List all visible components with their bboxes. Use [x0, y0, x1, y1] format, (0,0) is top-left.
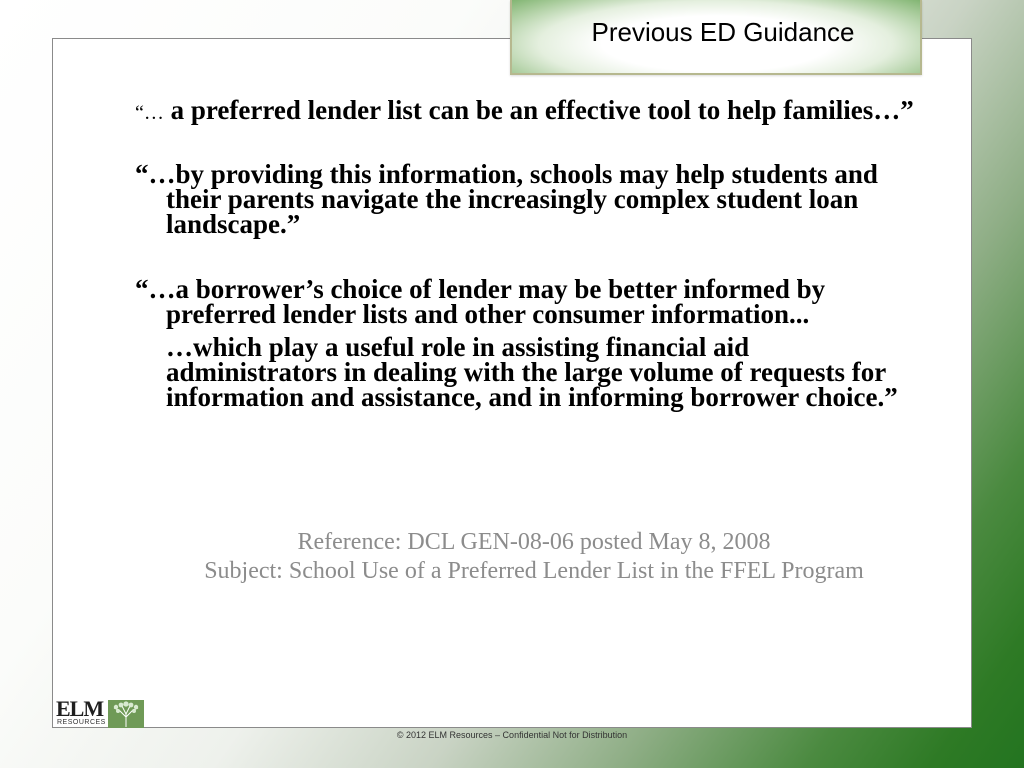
quote-2-text: “…by providing this information, schools may help students and their parents navigate the increasingly complex student loan landscape.”	[135, 159, 878, 239]
subject-line: Subject: School Use of a Preferred Lender List in the FFEL Program	[204, 558, 864, 584]
slide-title-box	[510, 0, 922, 75]
logo-wordmark: ELM	[56, 696, 104, 721]
quote-3	[135, 274, 915, 329]
reference-block	[140, 526, 928, 584]
quote-1-text: a preferred lender list can be an effective tool to help families…”	[163, 95, 914, 125]
slide-title: Previous ED Guidance	[591, 17, 855, 47]
elm-logo	[56, 698, 148, 728]
quote-3-text: “…a borrower’s choice of lender may be better informed by preferred lender lists and other consumer information...	[135, 274, 826, 329]
quote-1-lead: “…	[135, 102, 164, 124]
quote-3-continuation: …which play a useful role in assisting financial aid administrators in dealing with the large volume of requests for information and assistance, and in informing borrower choice.”	[166, 332, 898, 412]
quote-list	[135, 95, 915, 412]
tree-icon	[108, 700, 144, 728]
reference-line: Reference: DCL GEN-08-06 posted May 8, 2008	[297, 529, 771, 555]
quote-1	[135, 95, 915, 126]
footer-copyright: © 2012 ELM Resources – Confidential Not for Distribution	[396, 730, 628, 740]
logo-subtitle: RESOURCES	[57, 719, 106, 726]
quote-2	[135, 159, 915, 239]
